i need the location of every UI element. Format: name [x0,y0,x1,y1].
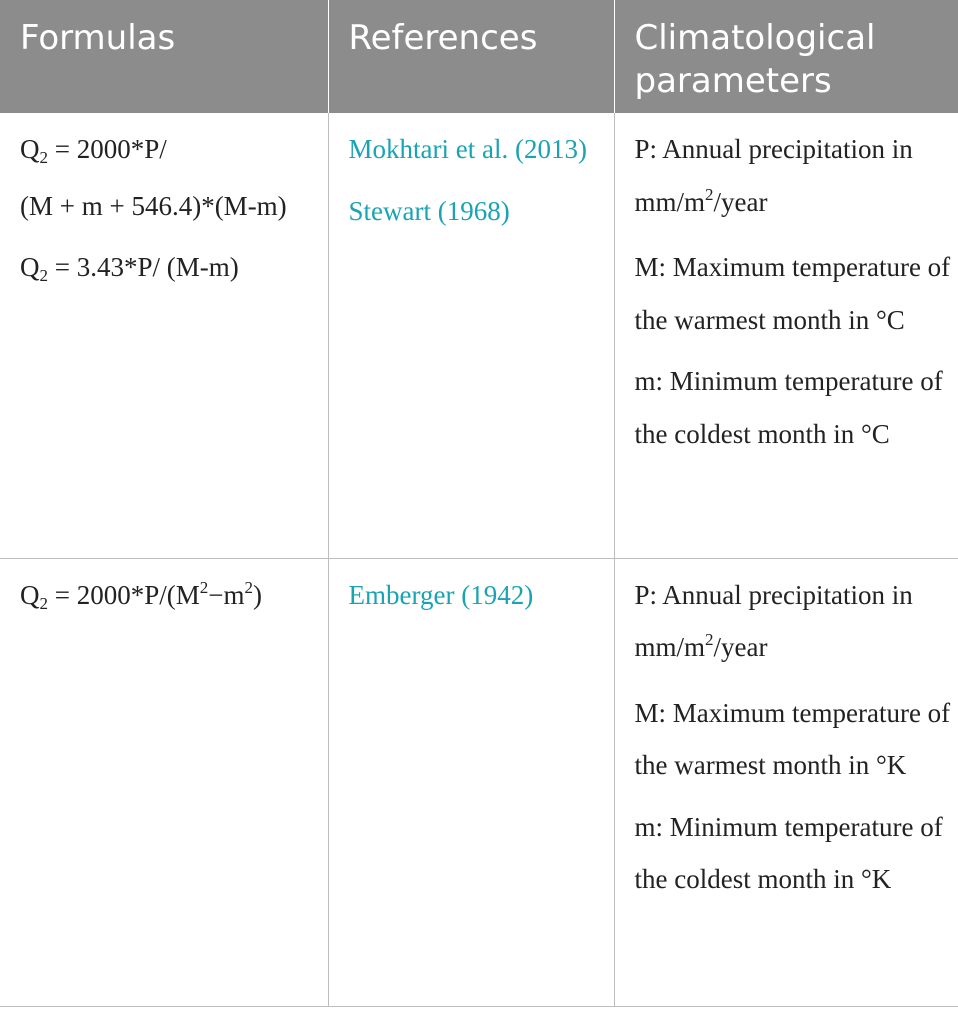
table-body [0,113,958,1006]
header-references: References [328,0,614,113]
formulas-cell [0,558,328,1006]
param-min-temperature: m: Minimum temperature of the coldest month in °K [634,811,943,894]
reference-link-mokhtari[interactable]: Mokhtari et al. (2013) [348,134,587,164]
param-min-temperature: m: Minimum temperature of the coldest month in °C [634,366,943,449]
references-cell [328,558,614,1006]
table-row [0,558,958,1006]
param-precipitation: P: Annual precipitation in $mm/m^2$/year [634,134,913,217]
reference-link-stewart[interactable]: Stewart (1968) [348,195,510,226]
header-climatological-parameters: Climatological parameters [614,0,958,113]
references-cell [328,113,614,558]
formula-emberger: $Q2 = 2000*P/(M^2-m^2)$ [20,577,262,613]
reference-link-emberger[interactable]: Emberger (1942) [348,579,534,610]
table-row [0,113,958,558]
formula-stewart: Q2 = 3.43*P/ (M-m) [20,252,239,285]
parameters-cell [614,558,958,1006]
formula-mokhtari: Q2 = 2000*P/ (M + m + 546.4)*(M-m) [20,134,287,221]
param-max-temperature: M: Maximum temperature of the warmest month in °K [634,697,951,780]
param-max-temperature: M: Maximum temperature of the warmest month in °C [634,252,951,335]
param-precipitation: P: Annual precipitation in $mm/m^2$/year [634,579,913,662]
table-header [0,0,958,113]
header-formulas: Formulas [0,0,328,113]
formulas-cell [0,113,328,558]
header-row [0,0,958,113]
parameters-cell [614,113,958,558]
